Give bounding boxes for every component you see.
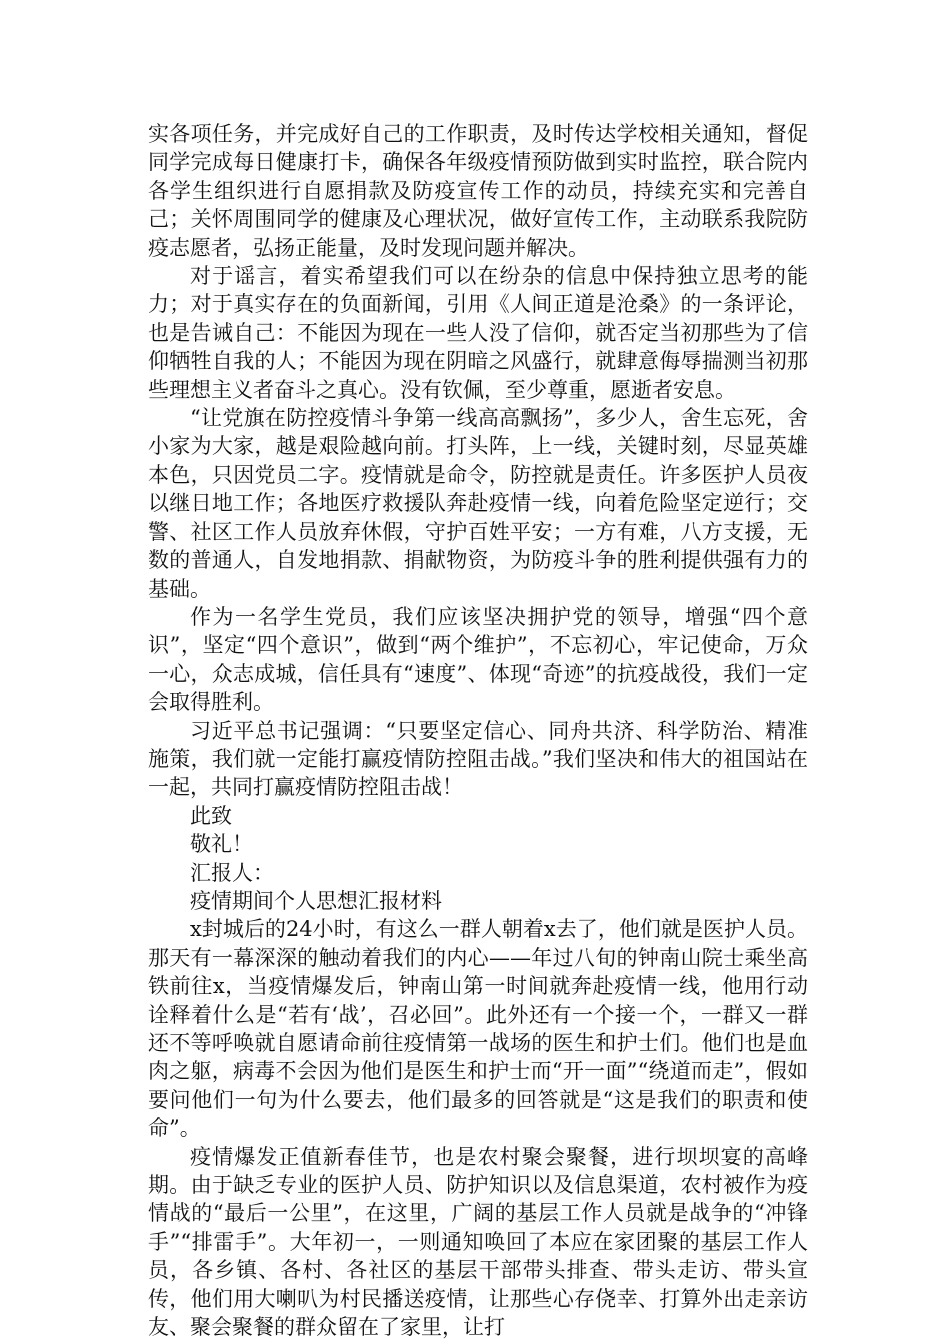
reporter-label: 汇报人：: [190, 860, 274, 885]
section-title: 疫情期间个人思想汇报材料: [190, 888, 442, 913]
paragraph: “让党旗在防控疫情斗争第一线高高飘扬”，多少人，舍生忘死，舍小家为大家，越是艰险越向前。打头阵，上一线，关键时刻，尽显英雄本色，只因党员二字。疫情就是命令，防控就是责任。许多医护人员夜以继日地工作；各地医疗救援队奔赴疫情一线，向着危险坚定逆行；交警、社区工作人员放弃休假，守护百姓平安；一方有难，八方支援，无数的普通人，自发地捐款、捐献物资，为防疫斗争的胜利提供强有力的基础。: [148, 406, 808, 601]
document-body: [148, 120, 808, 1341]
paragraph: x封城后的24小时，有这么一群人朝着x去了，他们就是医护人员。那天有一幕深深的触动着我们的内心——年过八旬的钟南山院士乘坐高铁前往x，当疫情爆发后，钟南山第一时间就奔赴疫情一线，他用行动诠释着什么是“若有‘战’，召必回”。此外还有一个接一个，一群又一群还不等呼唤就自愿请命前往疫情第一战场的医生和护士们。他们也是血肉之躯，病毒不会因为他们是医生和护士而“开一面”“绕道而走”，假如要问他们一句为什么要去，他们最多的回答就是“这是我们的职责和使命”。: [148, 917, 808, 1141]
closing-regards: 敬礼！: [190, 832, 253, 857]
paragraph: 实各项任务，并完成好自己的工作职责，及时传达学校相关通知，督促同学完成每日健康打卡，确保各年级疫情预防做到实时监控，联合院内各学生组织进行自愿捐款及防疫宣传工作的动员，持续充实和完善自己；关怀周围同学的健康及心理状况，做好宣传工作，主动联系我院防疫志愿者，弘扬正能量，及时发现问题并解决。: [148, 122, 808, 260]
paragraph: 对于谣言，着实希望我们可以在纷杂的信息中保持独立思考的能力；对于真实存在的负面新闻，引用《人间正道是沧桑》的一条评论，也是告诫自己：不能因为现在一些人没了信仰，就否定当初那些为了信仰牺牲自我的人；不能因为现在阴暗之风盛行，就肆意侮辱揣测当初那些理想主义者奋斗之真心。没有钦佩，至少尊重，愿逝者安息。: [148, 264, 808, 402]
paragraph: 习近平总书记强调：“只要坚定信心、同舟共济、科学防治、精准施策，我们就一定能打赢疫情防控阻击战。”我们坚决和伟大的祖国站在一起，共同打赢疫情防控阻击战！: [148, 718, 808, 800]
closing-salutation: 此致: [190, 803, 232, 828]
paragraph: 作为一名学生党员，我们应该坚决拥护党的领导，增强“四个意识”，坚定“四个意识”，做到“两个维护”，不忘初心，牢记使命，万众一心，众志成城，信任具有“速度”、体现“奇迹”的抗疫战役，我们一定会取得胜利。: [148, 604, 808, 715]
paragraph: 疫情爆发正值新春佳节，也是农村聚会聚餐，进行坝坝宴的高峰期。由于缺乏专业的医护人员、防护知识以及信息渠道，农村被作为疫情战的“最后一公里”，在这里，广阔的基层工作人员就是战争的“冲锋手”“排雷手”。大年初一，一则通知唤回了本应在家团聚的基层工作人员，各乡镇、各村、各社区的基层干部带头排查、带头走访、带头宣传，他们用大喇叭为村民播送疫情，让那些心存侥幸、打算外出走亲访友、聚会聚餐的群众留在了家里，让打: [148, 1144, 808, 1340]
